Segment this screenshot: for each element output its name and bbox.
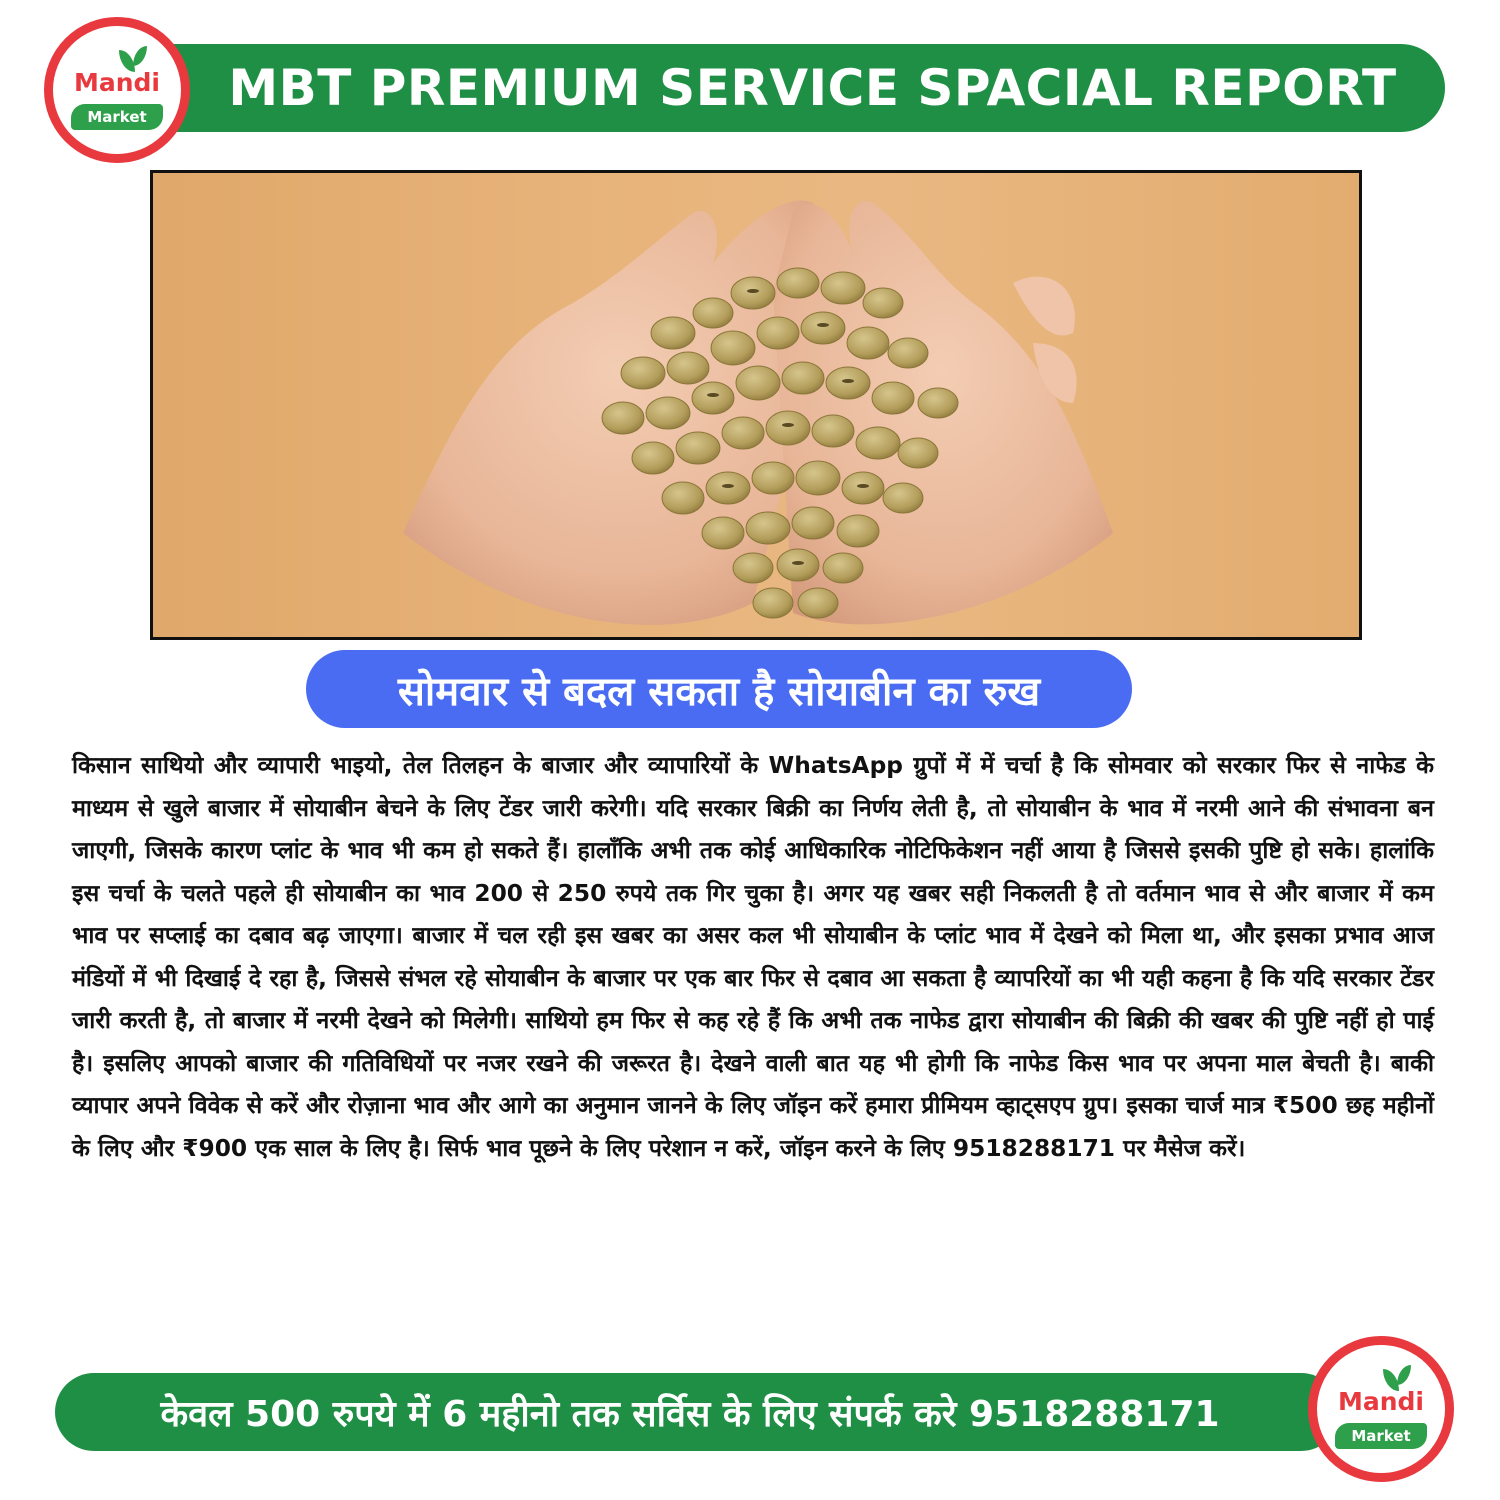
contact-cta: केवल 500 रुपये में 6 महीनो तक सर्विस के लिए संपर्क करे 9518288171 — [160, 1393, 1220, 1435]
leaf-icon — [1397, 1365, 1411, 1385]
leaf-icon — [133, 46, 147, 66]
page-title: MBT PREMIUM SERVICE SPACIAL REPORT — [228, 59, 1397, 117]
logo-brand: Mandi — [1337, 1387, 1424, 1416]
soybean-illustration — [153, 173, 1359, 637]
mandi-market-logo — [44, 17, 190, 163]
soybean-hands-photo — [150, 170, 1362, 640]
logo-tagline: Market — [1335, 1423, 1427, 1449]
mandi-market-logo — [1308, 1336, 1454, 1482]
article-body: किसान साथियो और व्यापारी भाइयो, तेल तिलहन के बाजार और व्यापारियों के WhatsApp ग्रुपों में में चर्चा है कि सोमवार को सरकार फिर से नाफेड के माध्यम से खुले बाजार में सोयाबीन बेचने के लिए टेंडर जारी करेगी। यदि सरकार बिक्री का निर्णय लेती है, तो सोयाबीन के भाव में नरमी आने की संभावना बन जाएगी, जिसके कारण प्लांट के भाव भी कम हो सकते हैं। हालाँकि अभी तक कोई आधिकारिक नोटिफिकेशन नहीं आया है जिससे इसकी पुष्टि हो सके। हालांकि इस चर्चा के चलते पहले ही सोयाबीन का भाव 200 से 250 रुपये तक गिर चुका है। अगर यह खबर सही निकलती है तो वर्तमान भाव से और बाजार में कम भाव पर सप्लाई का दबाव बढ़ जाएगा। बाजार में चल रही इस खबर का असर कल भी सोयाबीन के प्लांट भाव में देखने को मिला था, और इसका प्रभाव आज मंडियों में भी दिखाई दे रहा है, जिससे संभल रहे सोयाबीन के बाजार पर एक बार फिर से दबाव आ सकता है व्यापरियों का भी यही कहना है कि यदि सरकार टेंडर जारी करती है, तो बाजार में नरमी देखने को मिलेगी। साथियो हम फिर से कह रहे हैं कि अभी तक नाफेड द्वारा सोयाबीन की बिक्री की खबर की पुष्टि नहीं हो पाई है। इसलिए आपको बाजार की गतिविधियों पर नजर रखने की जरूरत है। देखने वाली बात यह भी होगी कि नाफेड किस भाव पर अपना माल बेचती है। बाकी व्यापार अपने विवेक से करें और रोज़ाना भाव और आगे का अनुमान जानने के लिए जॉइन करें हमारा प्रीमियम व्हाट्सएप ग्रुप। इसका चार्ज मात्र ₹500 छह महीनों के लिए और ₹900 एक साल के लिए है। सिर्फ भाव पूछने के लिए परेशान न करें, जॉइन करने के लिए 9518288171 पर मैसेज करें। — [72, 752, 1434, 1162]
logo-tagline: Market — [71, 104, 163, 130]
headline-pill: सोमवार से बदल सकता है सोयाबीन का रुख — [306, 650, 1132, 728]
logo-brand: Mandi — [73, 68, 160, 97]
